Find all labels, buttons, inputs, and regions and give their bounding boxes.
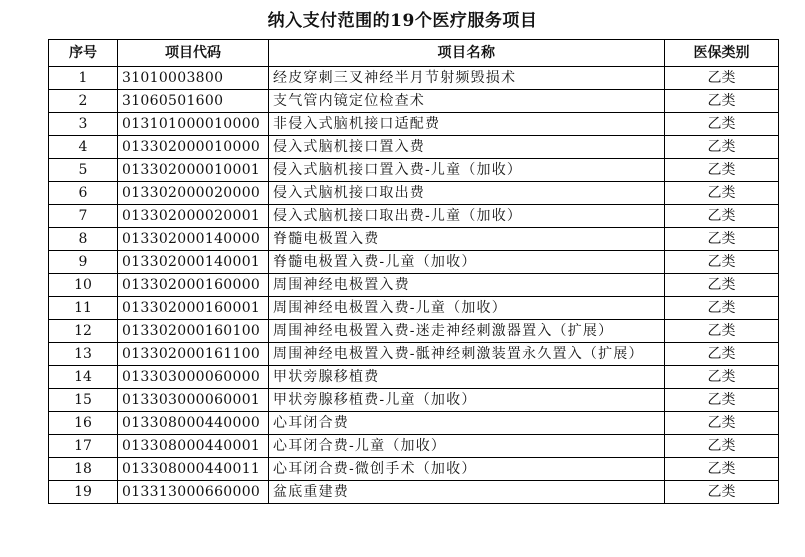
cell-code: 013308000440000: [118, 412, 269, 435]
cell-name: 周围神经电极置入费: [269, 274, 665, 297]
cell-serial: 4: [49, 136, 118, 159]
cell-code: 013302000140001: [118, 251, 269, 274]
header-name: 项目名称: [269, 40, 665, 67]
table-row: [49, 251, 779, 274]
cell-category: 乙类: [665, 90, 779, 113]
cell-serial: 6: [49, 182, 118, 205]
cell-serial: 13: [49, 343, 118, 366]
cell-category: 乙类: [665, 297, 779, 320]
cell-category: 乙类: [665, 113, 779, 136]
table-row: [49, 412, 779, 435]
table-row: [49, 389, 779, 412]
header-code: 项目代码: [118, 40, 269, 67]
header-category: 医保类别: [665, 40, 779, 67]
table-row: [49, 297, 779, 320]
cell-category: 乙类: [665, 458, 779, 481]
cell-name: 周围神经电极置入费-儿童（加收）: [269, 297, 665, 320]
cell-name: 甲状旁腺移植费-儿童（加收）: [269, 389, 665, 412]
cell-serial: 19: [49, 481, 118, 504]
cell-code: 013303000060000: [118, 366, 269, 389]
cell-name: 心耳闭合费: [269, 412, 665, 435]
cell-code: 013303000060001: [118, 389, 269, 412]
cell-category: 乙类: [665, 366, 779, 389]
table-row: [49, 458, 779, 481]
cell-serial: 7: [49, 205, 118, 228]
cell-category: 乙类: [665, 435, 779, 458]
cell-code: 013302000010000: [118, 136, 269, 159]
cell-category: 乙类: [665, 412, 779, 435]
header-serial: 序号: [49, 40, 118, 67]
document-title: 纳入支付范围的19个医疗服务项目: [267, 11, 538, 31]
cell-serial: 16: [49, 412, 118, 435]
cell-serial: 3: [49, 113, 118, 136]
cell-category: 乙类: [665, 67, 779, 90]
table-row: [49, 320, 779, 343]
cell-name: 经皮穿刺三叉神经半月节射频毁损术: [269, 67, 665, 90]
cell-category: 乙类: [665, 343, 779, 366]
table-row: [49, 182, 779, 205]
cell-code: 013101000010000: [118, 113, 269, 136]
cell-code: 013302000160001: [118, 297, 269, 320]
cell-name: 侵入式脑机接口置入费: [269, 136, 665, 159]
cell-category: 乙类: [665, 205, 779, 228]
cell-serial: 17: [49, 435, 118, 458]
table-row: [49, 90, 779, 113]
cell-code: 013302000160000: [118, 274, 269, 297]
cell-name: 周围神经电极置入费-骶神经刺激装置永久置入（扩展）: [269, 343, 665, 366]
cell-code: 013302000161100: [118, 343, 269, 366]
cell-serial: 10: [49, 274, 118, 297]
cell-serial: 14: [49, 366, 118, 389]
cell-serial: 2: [49, 90, 118, 113]
cell-serial: 11: [49, 297, 118, 320]
cell-serial: 5: [49, 159, 118, 182]
table-row: [49, 136, 779, 159]
cell-serial: 1: [49, 67, 118, 90]
table-header-row: [49, 40, 779, 67]
cell-category: 乙类: [665, 389, 779, 412]
cell-category: 乙类: [665, 182, 779, 205]
cell-serial: 15: [49, 389, 118, 412]
table-row: [49, 67, 779, 90]
cell-code: 013302000140000: [118, 228, 269, 251]
cell-serial: 8: [49, 228, 118, 251]
cell-serial: 12: [49, 320, 118, 343]
cell-code: 013302000020000: [118, 182, 269, 205]
cell-code: 31060501600: [118, 90, 269, 113]
cell-category: 乙类: [665, 481, 779, 504]
cell-code: 013302000010001: [118, 159, 269, 182]
table-row: [49, 343, 779, 366]
cell-serial: 9: [49, 251, 118, 274]
cell-name: 侵入式脑机接口置入费-儿童（加收）: [269, 159, 665, 182]
cell-name: 非侵入式脑机接口适配费: [269, 113, 665, 136]
cell-category: 乙类: [665, 159, 779, 182]
cell-category: 乙类: [665, 320, 779, 343]
cell-name: 甲状旁腺移植费: [269, 366, 665, 389]
cell-name: 心耳闭合费-儿童（加收）: [269, 435, 665, 458]
cell-code: 013308000440001: [118, 435, 269, 458]
table-row: [49, 274, 779, 297]
cell-category: 乙类: [665, 251, 779, 274]
cell-category: 乙类: [665, 274, 779, 297]
cell-name: 脊髓电极置入费-儿童（加收）: [269, 251, 665, 274]
table-row: [49, 435, 779, 458]
cell-category: 乙类: [665, 136, 779, 159]
table-row: [49, 366, 779, 389]
cell-code: 013302000160100: [118, 320, 269, 343]
table-row: [49, 205, 779, 228]
cell-name: 周围神经电极置入费-迷走神经刺激器置入（扩展）: [269, 320, 665, 343]
cell-code: 013313000660000: [118, 481, 269, 504]
cell-name: 脊髓电极置入费: [269, 228, 665, 251]
cell-name: 支气管内镜定位检查术: [269, 90, 665, 113]
cell-serial: 18: [49, 458, 118, 481]
table-row: [49, 481, 779, 504]
cell-name: 侵入式脑机接口取出费: [269, 182, 665, 205]
cell-name: 心耳闭合费-微创手术（加收）: [269, 458, 665, 481]
cell-code: 013302000020001: [118, 205, 269, 228]
cell-code: 013308000440011: [118, 458, 269, 481]
table-row: [49, 113, 779, 136]
cell-code: 31010003800: [118, 67, 269, 90]
table-row: [49, 159, 779, 182]
cell-category: 乙类: [665, 228, 779, 251]
cell-name: 盆底重建费: [269, 481, 665, 504]
table-row: [49, 228, 779, 251]
cell-name: 侵入式脑机接口取出费-儿童（加收）: [269, 205, 665, 228]
items-table: [48, 39, 779, 504]
